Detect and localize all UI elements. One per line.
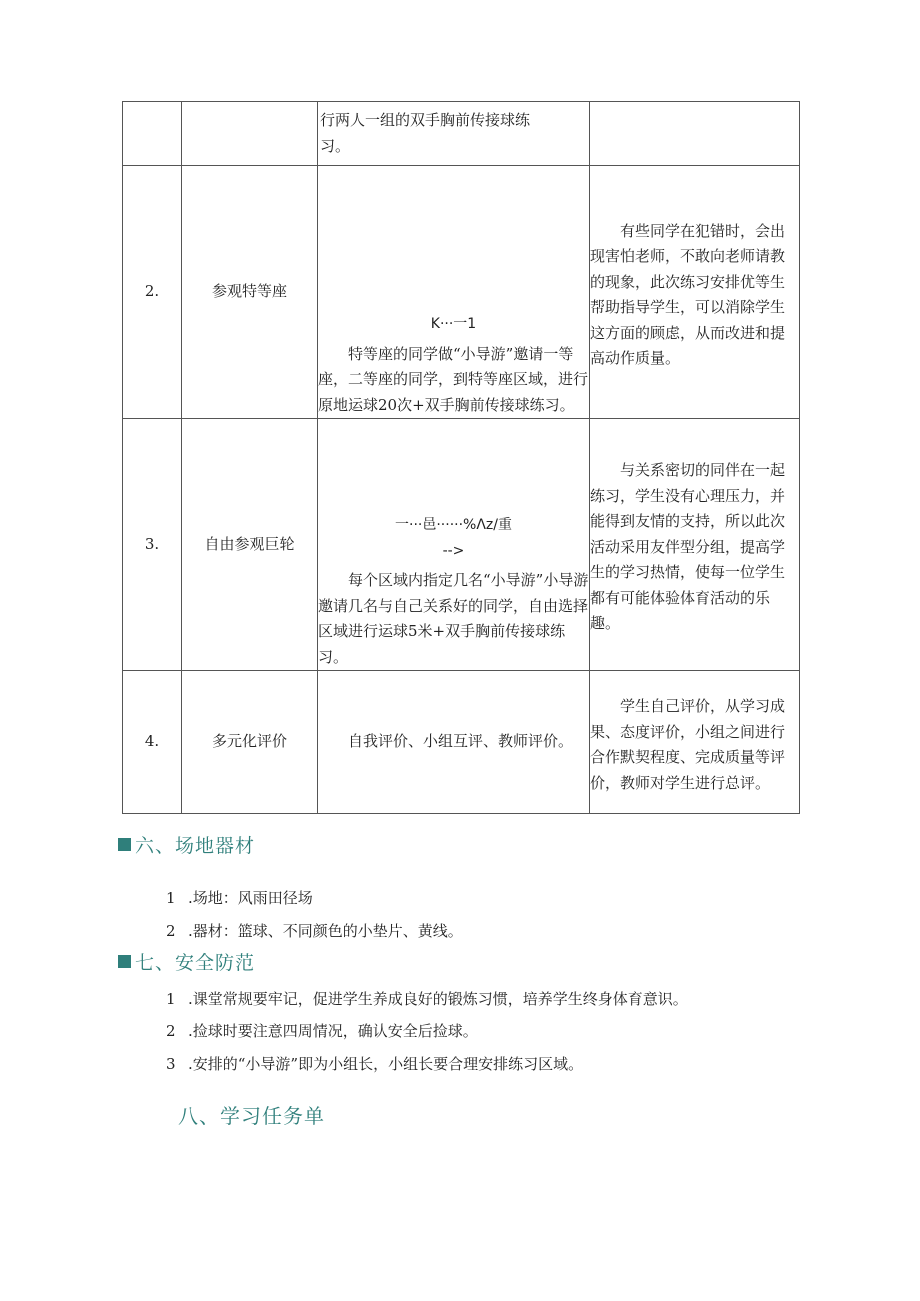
table-row	[123, 419, 800, 671]
list-item	[166, 988, 688, 1009]
list-item	[166, 887, 313, 908]
activity-note: 学生自己评价，从学习成果、态度评价，小组之间进行合作默契程度、完成质量等评价，教师对学生进行总评。	[590, 671, 800, 814]
activity-name: 自由参观巨轮	[182, 419, 318, 671]
square-bullet-icon	[118, 955, 131, 968]
list-item	[166, 1020, 478, 1041]
row-number: 2.	[123, 166, 182, 419]
item-text: .课堂常规要牢记，促进学生养成良好的锻炼习惯，培养学生终身体育意识。	[188, 990, 688, 1008]
content-line: 习。	[320, 136, 351, 155]
activity-note	[590, 102, 800, 166]
item-text: .场地：风雨田径场	[188, 889, 313, 907]
list-item	[166, 1053, 583, 1074]
content-text: 特等座的同学做“小导游”邀请一等座，二等座的同学，到特等座区域，进行原地运球20次+双手胸前传接球练习。	[318, 344, 589, 414]
section-title: 六、场地器材	[135, 835, 256, 857]
activity-content	[318, 419, 590, 671]
table-row	[123, 166, 800, 419]
table-row	[123, 102, 800, 166]
row-number: 3.	[123, 419, 182, 671]
table-row	[123, 671, 800, 814]
lesson-plan-table	[122, 101, 800, 814]
item-text: .器材：篮球、不同颜色的小垫片、黄线。	[188, 922, 463, 940]
activity-note: 有些同学在犯错时，会出现害怕老师，不敢向老师请教的现象，此次练习安排优等生帮助指导学生，可以消除学生这方面的顾虑，从而改进和提高动作质量。	[590, 166, 800, 419]
activity-note: 与关系密切的同伴在一起练习，学生没有心理压力，并能得到友情的支持，所以此次活动采用友伴型分组，提高学生的学习热情，使每一位学生都有可能体验体育活动的乐趣。	[590, 419, 800, 671]
row-number: 4.	[123, 671, 182, 814]
item-number: 3	[166, 1055, 176, 1073]
square-bullet-icon	[118, 838, 131, 851]
content-line: 行两人一组的双手胸前传接球练	[320, 111, 531, 129]
activity-content	[318, 102, 590, 166]
formation-diagram: K···一1	[430, 316, 477, 332]
list-item	[166, 920, 463, 941]
formation-diagram: 一···邑······%Λz/重	[395, 517, 512, 533]
arrow-diagram: -->	[442, 542, 465, 559]
item-number: 2	[166, 922, 176, 940]
item-number: 1	[166, 990, 176, 1008]
activity-name	[182, 102, 318, 166]
row-number	[123, 102, 182, 166]
section-title: 七、安全防范	[135, 952, 256, 974]
section-heading	[118, 948, 255, 975]
section-heading: 八、学习任务单	[178, 1104, 325, 1128]
item-text: .捡球时要注意四周情况，确认安全后捡球。	[188, 1022, 478, 1040]
content-text: 每个区域内指定几名“小导游”小导游邀请几名与自己关系好的同学，自由选择区域进行运球5米+双手胸前传接球练习。	[318, 571, 589, 666]
item-number: 2	[166, 1022, 176, 1040]
activity-name: 多元化评价	[182, 671, 318, 814]
item-number: 1	[166, 889, 176, 907]
activity-name: 参观特等座	[182, 166, 318, 419]
section-heading	[118, 831, 255, 858]
item-text: .安排的“小导游”即为小组长，小组长要合理安排练习区域。	[188, 1055, 584, 1073]
activity-content: 自我评价、小组互评、教师评价。	[318, 671, 590, 814]
activity-content	[318, 166, 590, 419]
